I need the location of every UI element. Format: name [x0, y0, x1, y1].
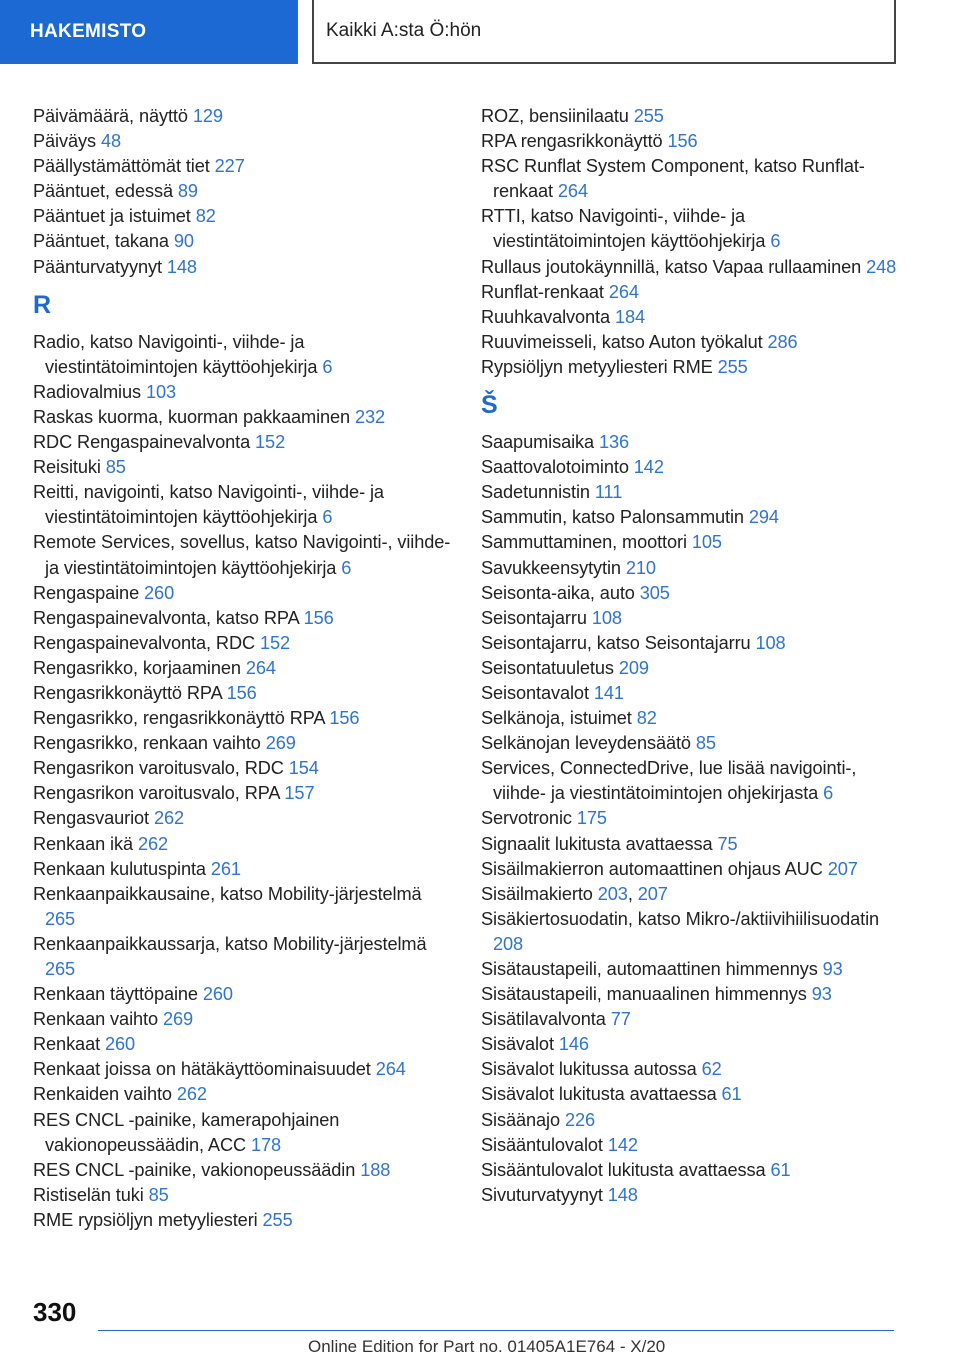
index-entry [33, 731, 453, 756]
page-reference-link[interactable]: 208 [493, 933, 524, 954]
page-reference-link[interactable]: 75 [717, 833, 738, 854]
page-reference-link[interactable]: 82 [195, 206, 216, 227]
page-reference-link[interactable]: 269 [162, 1009, 193, 1030]
index-entry-text: Renkaanpaikkausaine, katso Mobility-järjestelmä [33, 883, 422, 904]
index-entry-text: Rengaspainevalvonta, katso RPA [33, 607, 304, 628]
index-entry-text: Servotronic [481, 808, 577, 829]
index-entry-text: RPA rengasrikkonäyttö [481, 131, 668, 152]
index-entry [481, 982, 901, 1007]
index-entry [33, 405, 453, 430]
page-reference-link[interactable]: 6 [823, 783, 834, 804]
index-entry-text: Rengasvauriot [33, 808, 154, 829]
index-entry [33, 255, 453, 280]
index-entry [481, 606, 901, 631]
index-entry [481, 204, 901, 254]
index-entry [33, 204, 453, 229]
page-reference-link[interactable]: 6 [322, 356, 333, 377]
index-entry [481, 1032, 901, 1057]
index-entry-text: RDC Rengaspainevalvonta [33, 432, 256, 453]
page-reference-link[interactable]: 111 [594, 482, 623, 503]
index-entry-text: Seisontajarru, katso Seisontajarru [481, 632, 756, 653]
index-entry [481, 1158, 901, 1183]
page-reference-link[interactable]: 207 [827, 858, 858, 879]
index-entry-text: Selkänojan leveydensäätö [481, 733, 696, 754]
index-entry-text: Päiväys [33, 131, 101, 152]
index-entry [481, 1057, 901, 1082]
index-column-right [481, 104, 901, 1208]
index-entry-text: Rengasrikkonäyttö RPA [33, 682, 227, 703]
index-entry-text: Sisäilmakierto [481, 883, 598, 904]
index-entry [33, 656, 453, 681]
page-reference-link[interactable]: 178 [250, 1134, 282, 1155]
index-letter-heading: R [33, 290, 52, 319]
chapter-title: Kaikki A:sta Ö:hön [326, 20, 482, 41]
index-entry-text: Rengasrikon varoitusvalo, RDC [33, 758, 289, 779]
index-entry-text: Rypsiöljyn metyyliesteri RME [481, 356, 718, 377]
page-reference-link[interactable]: 265 [45, 908, 76, 929]
index-entry-text: Renkaan kulutuspinta [33, 858, 211, 879]
footer-edition: Online Edition for Part no. 01405A1E764 - X/20 [308, 1337, 666, 1356]
index-entry [33, 882, 453, 932]
page-reference-link[interactable]: 136 [599, 432, 630, 453]
index-entry-text: Seisontavalot [481, 682, 594, 703]
page-reference-link[interactable]: 89 [177, 181, 198, 202]
index-entry-text: Savukkeensytytin [481, 557, 626, 578]
index-entry-text: Sadetunnistin [481, 482, 595, 503]
index-entry [33, 455, 453, 480]
index-entry: Sisäilmakierto 203, 207 [481, 883, 668, 904]
index-entry [481, 1108, 901, 1133]
index-entry-text: RES CNCL -painike, vakionopeussäädin [33, 1159, 361, 1180]
section-tab-index[interactable] [0, 0, 298, 64]
index-entry [33, 581, 453, 606]
index-entry [33, 380, 453, 405]
index-entry-text: Sisävalot lukitusta avattaessa [481, 1084, 722, 1105]
page-reference-link[interactable]: 6 [770, 231, 781, 252]
index-entry-text: Renkaan ikä [33, 833, 138, 854]
page-reference-link[interactable]: 82 [636, 708, 657, 729]
index-entry [33, 832, 453, 857]
index-entry-text: Sisätaustapeili, automaattinen himmennys [481, 959, 823, 979]
index-entry-text: Päivämäärä, näyttö [33, 106, 193, 126]
page-reference-link[interactable]: 269 [265, 733, 296, 754]
index-entry-text: Päänturvatyynyt [33, 256, 167, 277]
page-reference-link[interactable]: 261 [210, 858, 241, 879]
index-entry [481, 656, 901, 681]
page-reference-link[interactable]: 286 [767, 331, 798, 352]
page-reference-link[interactable]: 175 [576, 808, 607, 829]
index-entry-text: Reisituki [33, 457, 106, 478]
index-entry [33, 857, 453, 882]
index-entry [481, 505, 901, 530]
page-reference-link[interactable]: 305 [639, 582, 670, 603]
index-entry [33, 806, 453, 831]
index-entry [481, 280, 901, 305]
index-entry [481, 907, 901, 957]
page-reference-link[interactable]: 93 [811, 984, 832, 1005]
index-entry [481, 355, 901, 380]
index-entry-text: Renkaat joissa on hätäkäyttöominaisuudet [33, 1059, 376, 1080]
index-entry-text: Pääntuet, edessä [33, 181, 178, 202]
index-entry-text: RES CNCL -painike, kamerapohjainen vakionopeussäädin, ACC [33, 1109, 340, 1155]
index-entry [33, 1208, 453, 1233]
page-reference-link[interactable]: 77 [610, 1009, 631, 1030]
page-reference-link[interactable]: 210 [625, 557, 656, 578]
index-entry-text: Rengasrikko, rengasrikkonäyttö RPA [33, 708, 330, 729]
index-entry-text: Renkaiden vaihto [33, 1084, 177, 1105]
page-reference-link[interactable]: 85 [105, 457, 126, 478]
index-entry [481, 832, 901, 857]
index-entry [481, 556, 901, 581]
index-entry [33, 631, 453, 656]
page-reference-link[interactable]: 6 [341, 557, 352, 578]
page-reference-link[interactable]: 227 [214, 156, 245, 177]
index-column-left [33, 104, 453, 1233]
page-reference-link[interactable]: 260 [202, 984, 233, 1005]
index-entry [481, 530, 901, 555]
section-tab-label: HAKEMISTO [30, 21, 147, 42]
index-entry-text: Ruuhkavalvonta [481, 306, 615, 327]
page-reference-link[interactable]: 141 [593, 682, 624, 703]
index-entry [33, 104, 453, 129]
page-reference-link[interactable]: 262 [176, 1084, 207, 1105]
index-entry [481, 1007, 901, 1032]
page-reference-link[interactable]: 90 [173, 231, 194, 252]
index-entry-text: Pääntuet, takana [33, 231, 174, 252]
page-reference-link[interactable]: 142 [607, 1134, 638, 1155]
index-entry-text: RTTI, katso Navigointi-, viihde- ja viestintätoimintojen käyttöohjekirja [481, 206, 771, 252]
page-reference-link[interactable]: 108 [755, 632, 786, 653]
index-entry-text: Rengasrikko, renkaan vaihto [33, 733, 266, 754]
page-reference-link[interactable]: 262 [137, 833, 169, 854]
index-entry [33, 1007, 453, 1032]
index-entry-text: Rengasrikon varoitusvalo, RPA [33, 783, 285, 804]
page-reference-link[interactable]: 108 [591, 607, 622, 628]
index-entry-text: Reitti, navigointi, katso Navigointi-, viihde- ja viestintätoimintojen käyttöohjekirja [33, 482, 384, 528]
page-reference-link[interactable]: 148 [607, 1184, 638, 1205]
index-entry [481, 631, 901, 656]
index-entry [481, 957, 901, 982]
page-reference-link[interactable]: 264 [557, 181, 588, 202]
index-entry [33, 330, 453, 380]
page-reference-link[interactable]: 6 [322, 507, 333, 528]
index-entry-text: Remote Services, sovellus, katso Navigointi-, viihde- ja viestintätoimintojen käyttöohjekirja [33, 532, 451, 578]
page-reference-link[interactable]: 294 [748, 507, 779, 528]
page-reference-link[interactable]: 156 [667, 131, 698, 152]
index-entry-text: Sivuturvatyynyt [481, 1184, 608, 1205]
index-entry [481, 1183, 901, 1208]
index-entry-text: Runflat-renkaat [481, 281, 609, 302]
index-entry [33, 179, 453, 204]
index-entry-text: Sisäilmakierron automaattinen ohjaus AUC [481, 858, 828, 879]
page-reference-link[interactable]: 48 [100, 131, 121, 152]
page-reference-link[interactable]: 207 [637, 883, 668, 904]
index-entry-text: Päällystämättömät tiet [33, 156, 215, 177]
page-reference-link[interactable]: 152 [260, 632, 291, 653]
index-entry-text: RSC Runflat System Component, katso Runflat-renkaat [481, 156, 865, 202]
index-entry-text: Renkaanpaikkaussarja, katso Mobility-järjestelmä [33, 933, 427, 954]
index-entry [481, 129, 901, 154]
index-entry [33, 781, 453, 806]
index-entry [481, 857, 901, 882]
index-entry-text: Sisääntulovalot lukitusta avattaessa [481, 1159, 771, 1180]
index-entry-text: Raskas kuorma, kuorman pakkaaminen [33, 406, 356, 427]
page-reference-link[interactable]: 85 [695, 733, 716, 754]
index-entry [33, 1082, 453, 1107]
index-entry-text: Selkänoja, istuimet [481, 708, 637, 729]
index-entry-text: Sisävalot [481, 1034, 559, 1055]
index-entry-text: Sisäänajo [481, 1109, 565, 1130]
index-entry [481, 706, 901, 731]
index-entry [33, 1032, 453, 1057]
index-entry-text: Ristiselän tuki [33, 1184, 149, 1205]
index-entry [33, 706, 453, 731]
page-reference-link[interactable]: 255 [633, 106, 664, 126]
page-reference-link[interactable]: 105 [691, 532, 722, 553]
page-reference-link[interactable]: 255 [717, 356, 748, 377]
index-entry [481, 480, 901, 505]
index-entry [481, 104, 901, 129]
index-entry [33, 480, 453, 530]
index-entry-text: Pääntuet ja istuimet [33, 206, 196, 227]
page-reference-link[interactable]: 61 [721, 1084, 742, 1105]
page-reference-link[interactable]: 209 [618, 657, 649, 678]
page-reference-link[interactable]: 93 [822, 959, 843, 979]
page-reference-link[interactable]: 265 [45, 959, 76, 979]
page-reference-link[interactable]: 142 [633, 457, 664, 478]
index-entry-text: Renkaat [33, 1034, 105, 1055]
index-entry [481, 255, 901, 280]
index-entry [33, 1183, 453, 1208]
page-reference-link[interactable]: 264 [375, 1059, 406, 1080]
footer-divider [98, 1330, 894, 1331]
page-reference-link[interactable]: 156 [303, 607, 334, 628]
index-entry [481, 154, 901, 204]
index-entry [33, 229, 453, 254]
index-entry-text: Signaalit lukitusta avattaessa [481, 833, 718, 854]
index-entry-text: Sammuttaminen, moottori [481, 532, 692, 553]
index-entry [33, 681, 453, 706]
page-reference-link[interactable]: 156 [226, 682, 257, 703]
index-entry-text: Rengasrikko, korjaaminen [33, 657, 246, 678]
index-entry-text: Seisonta-aika, auto [481, 582, 640, 603]
page-reference-link[interactable]: 264 [245, 657, 276, 678]
page-reference-link[interactable]: 188 [360, 1159, 391, 1180]
index-entry [481, 581, 901, 606]
index-entry-text: Saattovalotoiminto [481, 457, 634, 478]
index-entry [33, 1057, 453, 1082]
index-entry [481, 681, 901, 706]
page-reference-link[interactable]: 203 [597, 883, 628, 904]
index-entry [481, 756, 901, 806]
page-reference-link[interactable]: 248 [866, 256, 897, 277]
index-entry-text: Renkaan vaihto [33, 1009, 163, 1030]
index-entry [481, 1082, 901, 1107]
index-entry [33, 756, 453, 781]
index-entry-text: Sisävalot lukitussa autossa [481, 1059, 702, 1080]
index-entry [33, 129, 453, 154]
page-number: 330 [33, 1297, 77, 1327]
index-entry-text: Rengaspainevalvonta, RDC [33, 632, 260, 653]
index-entry-text: Sisätilavalvonta [481, 1009, 611, 1030]
index-entry [33, 932, 453, 982]
index-entry [33, 606, 453, 631]
index-entry-text: Ruuvimeisseli, katso Auton työkalut [481, 331, 768, 352]
index-entry-text: Rullaus joutokäynnillä, katso Vapaa rullaaminen [481, 256, 867, 277]
index-entry-text: Sisäkiertosuodatin, katso Mikro-/aktiivihiilisuodatin [481, 908, 880, 929]
page-reference-link[interactable]: 146 [558, 1034, 589, 1055]
page-reference-link[interactable]: 184 [614, 306, 646, 327]
page-reference-link[interactable]: 255 [262, 1209, 293, 1230]
page-reference-link[interactable]: 129 [192, 106, 223, 126]
page-reference-link[interactable]: 260 [105, 1034, 136, 1055]
index-entry [481, 1133, 901, 1158]
page-reference-link[interactable]: 152 [255, 432, 286, 453]
index-entry-text: Sisätaustapeili, manuaalinen himmennys [481, 984, 812, 1005]
index-entry [33, 154, 453, 179]
index-entry-text: Saapumisaika [481, 432, 599, 453]
index-entry-text: Services, ConnectedDrive, lue lisää navigointi-, viihde- ja viestintätoimintojen ohjekirjasta [481, 758, 857, 804]
index-entry-text: Renkaan täyttöpaine [33, 984, 203, 1005]
page-reference-link[interactable]: 154 [288, 758, 319, 779]
page-reference-link[interactable]: 85 [148, 1184, 169, 1205]
page-reference-link[interactable]: 61 [770, 1159, 791, 1180]
page-reference-link[interactable]: 148 [166, 256, 197, 277]
index-entry [481, 731, 901, 756]
page-reference-link[interactable]: 156 [329, 708, 360, 729]
index-entry-text: Radio, katso Navigointi-, viihde- ja viestintätoimintojen käyttöohjekirja [33, 331, 323, 377]
page-reference-link[interactable]: 260 [144, 582, 175, 603]
index-entry [33, 1158, 453, 1183]
page-reference-link[interactable]: 232 [355, 406, 386, 427]
page-reference-link[interactable]: 62 [701, 1059, 722, 1080]
index-entry [33, 982, 453, 1007]
index-entry [33, 1108, 453, 1158]
index-entry-text: Radiovalmius [33, 381, 146, 402]
index-entry-text: Seisontajarru [481, 607, 592, 628]
page-reference-link[interactable]: 157 [284, 783, 315, 804]
index-entry-text: Seisontatuuletus [481, 657, 619, 678]
page-reference-link[interactable]: 262 [153, 808, 184, 829]
page-reference-link[interactable]: 264 [608, 281, 639, 302]
index-entry [481, 305, 901, 330]
index-entry [481, 455, 901, 480]
index-entry [481, 806, 901, 831]
page-reference-link[interactable]: 226 [564, 1109, 595, 1130]
index-entry-text: RME rypsiöljyn metyyliesteri [33, 1209, 263, 1230]
index-entry-text: Sisääntulovalot [481, 1134, 608, 1155]
page-reference-link[interactable]: 103 [145, 381, 176, 402]
index-entry-text: ROZ, bensiinilaatu [481, 106, 634, 126]
index-entry [481, 330, 901, 355]
index-entry-text: Sammutin, katso Palonsammutin [481, 507, 749, 528]
index-entry-text: Rengaspaine [33, 582, 145, 603]
index-entry [33, 530, 453, 580]
index-entry [33, 430, 453, 455]
index-entry [481, 430, 901, 455]
chapter-title-tab[interactable] [312, 0, 896, 64]
index-letter-heading: Š [481, 391, 498, 420]
